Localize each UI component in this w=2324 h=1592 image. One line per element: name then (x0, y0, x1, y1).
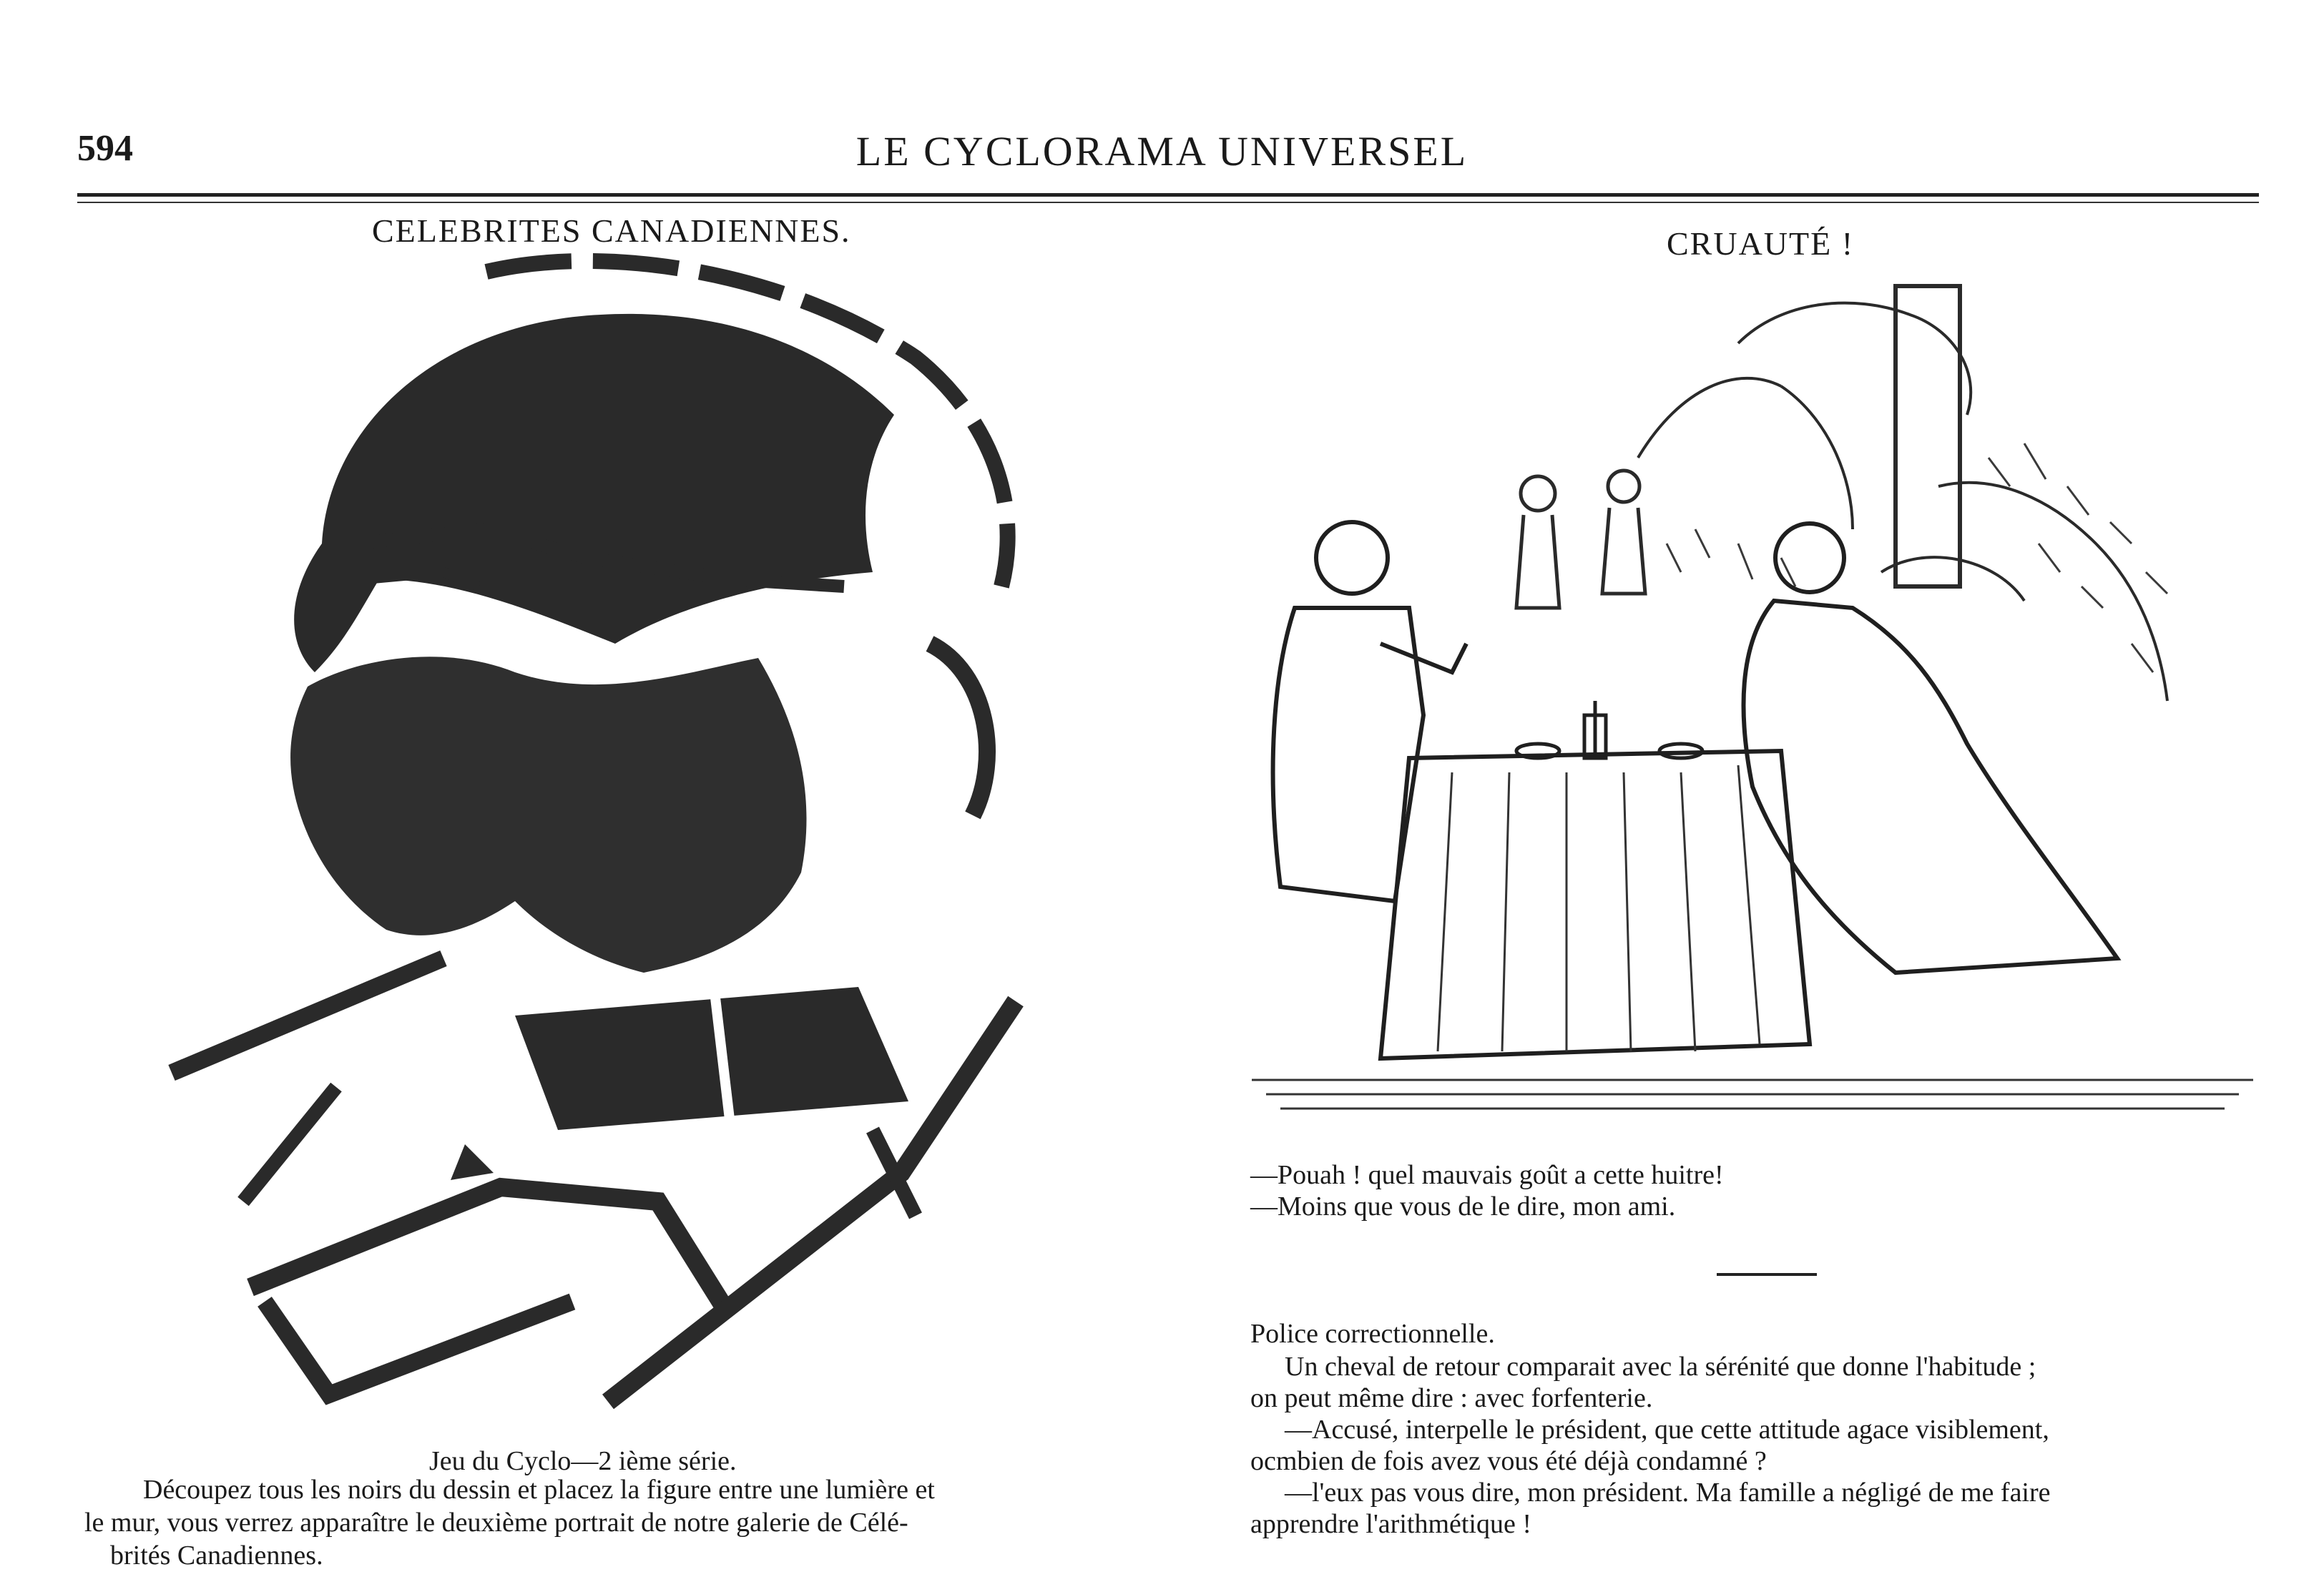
section-separator (1717, 1273, 1817, 1276)
portrait-coat-lower (265, 1302, 572, 1395)
portrait-coat-edge (243, 1087, 336, 1202)
page-number: 594 (77, 128, 133, 169)
section-heading-cruaute: CRUAUTÉ ! (1667, 225, 1855, 262)
cartoon-dialog-line: —Moins que vous de le dire, mon ami. (1250, 1191, 1676, 1222)
section-heading-celebrites: CELEBRITES CANADIENNES. (372, 212, 851, 249)
portrait-coat-left (172, 958, 443, 1073)
police-section-title: Police correctionnelle. (1250, 1319, 1495, 1349)
game-caption-line: brités Canadiennes. (110, 1541, 323, 1571)
game-caption-line: Découpez tous les noirs du dessin et placez la figure entre une lumière et (143, 1475, 935, 1505)
game-caption-line: le mur, vous verrez apparaître le deuxième portrait de notre galerie de Célé- (84, 1508, 908, 1538)
police-text-line: on peut même dire : avec forfenterie. (1250, 1383, 1653, 1413)
portrait-ear (930, 644, 987, 815)
police-text-line: —l'eux pas vous dire, mon président. Ma famille a négligé de me faire (1285, 1478, 2051, 1508)
portrait-face-shape (290, 657, 806, 973)
police-text-line: apprendre l'arithmétique ! (1250, 1509, 1532, 1539)
header-rule-thin (77, 202, 2259, 203)
stencil-portrait-illustration (143, 243, 1216, 1438)
portrait-coat-lapel (250, 1187, 730, 1316)
police-text-line: —Accusé, interpelle le président, que cette attitude agace visiblement, (1285, 1415, 2049, 1445)
game-caption-title: Jeu du Cyclo—2 ième série. (429, 1446, 737, 1476)
portrait-head-shape (294, 314, 894, 672)
portrait-tie-mark (451, 1144, 494, 1180)
cartoon-dialog-line: —Pouah ! quel mauvais goût a cette huitre! (1250, 1160, 1724, 1190)
running-title: LE CYCLORAMA UNIVERSEL (855, 128, 1469, 175)
police-text-line: Un cheval de retour comparait avec la sérénité que donne l'habitude ; (1285, 1352, 2036, 1382)
header-rule (77, 193, 2259, 197)
restaurant-cartoon-illustration (1237, 272, 2267, 1123)
police-text-line: ocmbien de fois avez vous été déjà condamné ? (1250, 1446, 1767, 1476)
